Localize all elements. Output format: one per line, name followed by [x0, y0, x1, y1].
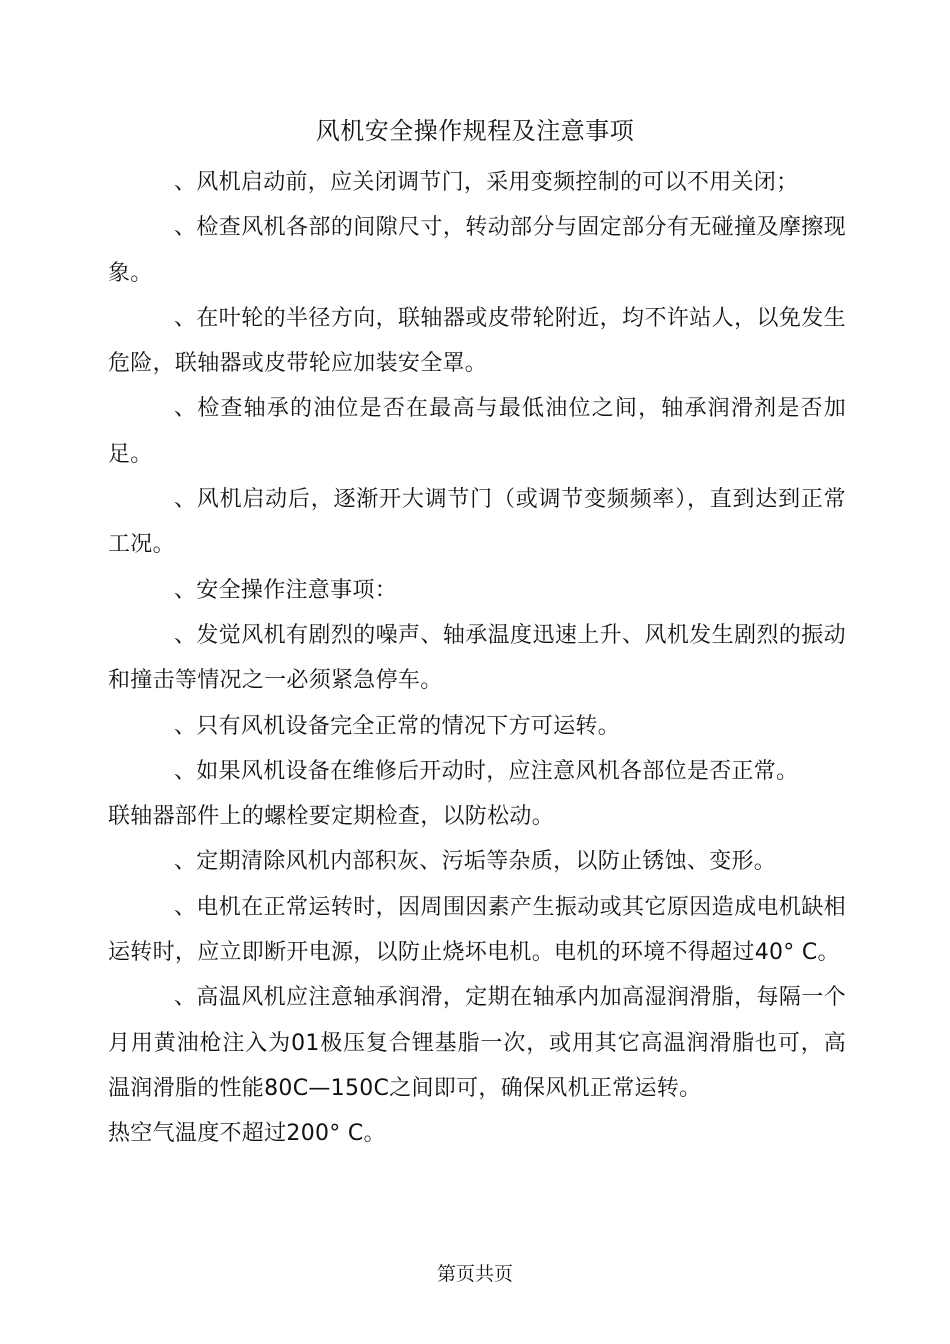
document-title: 风机安全操作规程及注意事项 — [315, 117, 635, 145]
paragraph-after-start: 、风机启动后，逐渐开大调节门（或调节变频频率），直到达到正常工况。 — [108, 487, 846, 558]
paragraph-high-temp-lubrication: 、高温风机应注意轴承润滑，定期在轴承内加高湿润滑脂，每隔一个月用黄油枪注入为01极压复合锂基脂一次，或用其它高温润滑脂也可，高温润滑脂的性能80C—150C之间即可，确保风机正常运转。 — [108, 985, 846, 1101]
paragraph-normal-operation: 、只有风机设备完全正常的情况下方可运转。 — [174, 713, 621, 739]
page-footer: 第页共页 — [436, 1263, 513, 1285]
paragraph-cleaning: 、定期清除风机内部积灰、污垢等杂质，以防止锈蚀、变形。 — [174, 849, 777, 875]
paragraph-no-standing: 、在叶轮的半径方向，联轴器或皮带轮附近，均不许站人，以免发生危险，联轴器或皮带轮应加装安全罩。 — [108, 305, 846, 377]
document-body — [108, 160, 846, 1157]
paragraph-oil-level: 、检查轴承的油位是否在最高与最低油位之间，轴承润滑剂是否加足。 — [108, 396, 846, 467]
paragraph-safety-notes-heading: 、安全操作注意事项： — [174, 577, 398, 603]
paragraph-motor-phase-loss: 、电机在正常运转时，因周围因素产生振动或其它原因造成电机缺相运转时，应立即断开电源，以防止烧坏电机。电机的环境不得超过40° C。 — [108, 894, 846, 966]
paragraph-hot-air-temp: 热空气温度不超过200° C。 — [108, 1121, 386, 1147]
paragraph-bolt-check: 联轴器部件上的螺栓要定期检查，以防松动。 — [108, 804, 555, 830]
paragraph-clearance-check: 、检查风机各部的间隙尺寸，转动部分与固定部分有无碰撞及摩擦现象。 — [108, 215, 846, 286]
paragraph-emergency-stop: 、发觉风机有剧烈的噪声、轴承温度迅速上升、风机发生剧烈的振动和撞击等情况之一必须紧急停车。 — [108, 622, 846, 694]
paragraph-fan-startup: 、风机启动前，应关闭调节门，采用变频控制的可以不用关闭； — [174, 170, 799, 195]
paragraph-after-maintenance: 、如果风机设备在维修后开动时，应注意风机各部位是否正常。 — [174, 758, 799, 784]
